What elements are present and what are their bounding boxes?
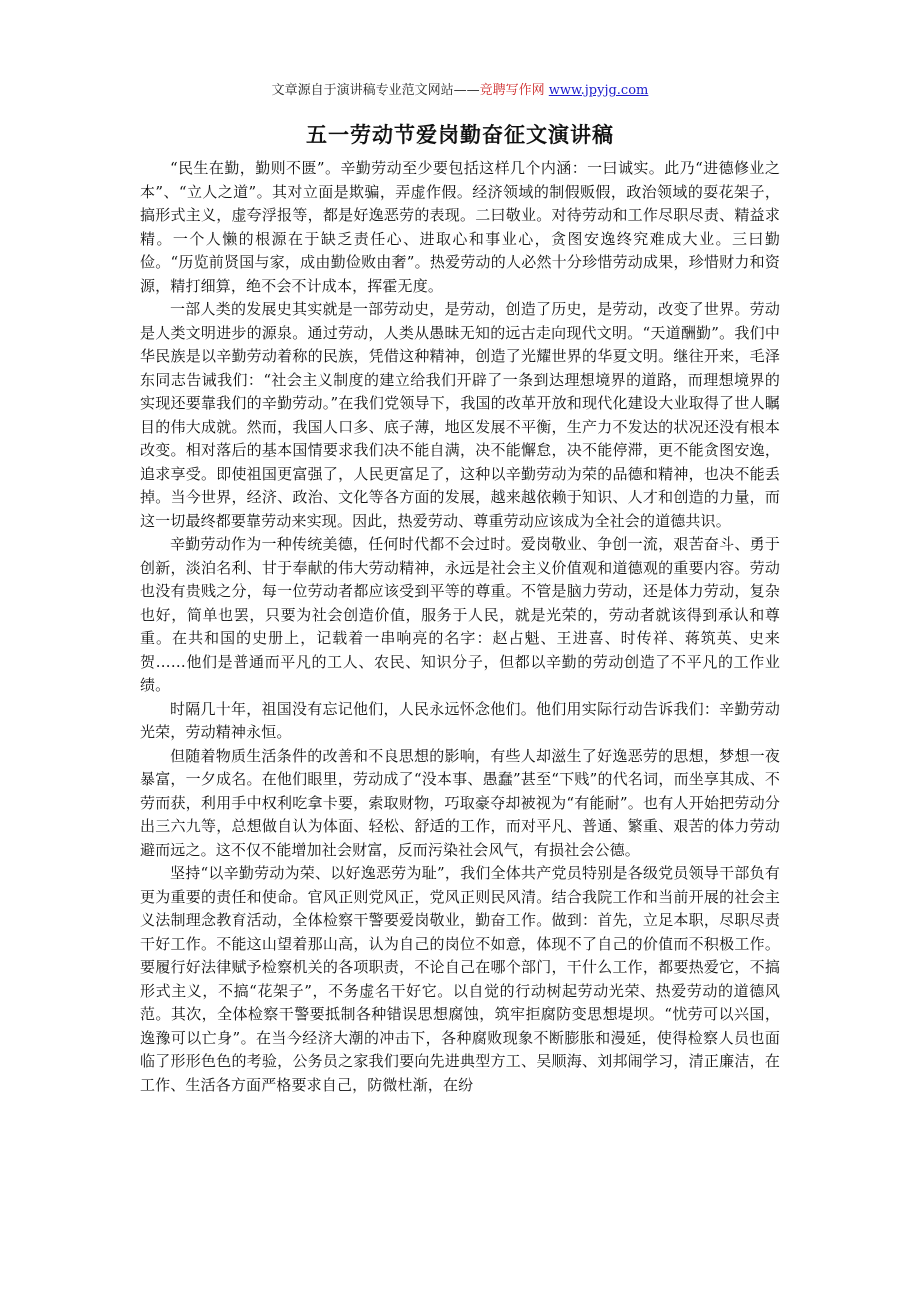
paragraph: 辛勤劳动作为一种传统美德，任何时代都不会过时。爱岗敬业、争创一流，艰苦奋斗、勇于创新，淡泊名利、甘于奉献的伟大劳动精神，永远是社会主义价值观和道德观的重要内容。劳动也没有贵贱之分，每一位劳动者都应该受到平等的尊重。不管是脑力劳动，还是体力劳动，复杂也好，简单也罢，只要为社会创造价值，服务于人民，就是光荣的，劳动者就该得到承认和尊重。在共和国的史册上，记载着一串响亮的名字：赵占魁、王进喜、时传祥、蒋筑英、史来贺……他们是普通而平凡的工人、农民、知识分子，但都以辛勤的劳动创造了不平凡的工作业绩。 bbox=[140, 535, 780, 694]
document-body bbox=[140, 157, 780, 1097]
paragraph: 时隔几十年，祖国没有忘记他们，人民永远怀念他们。他们用实际行动告诉我们：辛勤劳动光荣，劳动精神永恒。 bbox=[140, 699, 780, 741]
paragraph: 但随着物质生活条件的改善和不良思想的影响，有些人却滋生了好逸恶劳的思想，梦想一夜暴富，一夕成名。在他们眼里，劳动成了“没本事、愚蠢”甚至“下贱”的代名词，而坐享其成、不劳而获，利用手中权利吃拿卡要，索取财物，巧取豪夺却被视为“有能耐”。也有人开始把劳动分出三六九等，总想做自认为体面、轻松、舒适的工作，而对平凡、普通、繁重、艰苦的体力劳动避而远之。这不仅不能增加社会财富，反而污染社会风气，有损社会公德。 bbox=[140, 746, 780, 859]
source-header bbox=[0, 82, 920, 100]
paragraph: “民生在勤，勤则不匮”。辛勤劳动至少要包括这样几个内涵：一曰诚实。此乃“进德修业之本”、“立人之道”。其对立面是欺骗，弄虚作假。经济领域的制假贩假，政治领域的耍花架子，搞形式主义，虚夸浮报等，都是好逸恶劳的表现。二曰敬业。对待劳动和工作尽职尽责、精益求精。一个人懒的根源在于缺乏责任心、进取心和事业心，贪图安逸终究难成大业。三曰勤俭。“历览前贤国与家，成由勤俭败由奢”。热爱劳动的人必然十分珍惜劳动成果，珍惜财力和资源，精打细算，绝不会不计成本，挥霍无度。 bbox=[140, 159, 780, 295]
paragraph: 一部人类的发展史其实就是一部劳动史，是劳动，创造了历史，是劳动，改变了世界。劳动是人类文明进步的源泉。通过劳动，人类从愚昧无知的远古走向现代文明。“天道酬勤”。我们中华民族是以辛勤劳动着称的民族，凭借这种精神，创造了光耀世界的华夏文明。继往开来，毛泽东同志告诫我们：“社会主义制度的建立给我们开辟了一条到达理想境界的道路，而理想境界的实现还要靠我们的辛勤劳动。”在我们党领导下，我国的改革开放和现代化建设大业取得了世人瞩目的伟大成就。然而，我国人口多、底子薄，地区发展不平衡，生产力不发达的状况还没有根本改变。相对落后的基本国情要求我们决不能自满，决不能懈怠，决不能停滞，更不能贪图安逸，追求享受。即使祖国更富强了，人民更富足了，这种以辛勤劳动为荣的品德和精神，也决不能丢掉。当今世界，经济、政治、文化等各方面的发展，越来越依赖于知识、人才和创造的力量，而这一切最终都要靠劳动来实现。因此，热爱劳动、尊重劳动应该成为全社会的道德共识。 bbox=[140, 300, 780, 530]
paragraph: 坚持“以辛勤劳动为荣、以好逸恶劳为耻”，我们全体共产党员特别是各级党员领导干部负有更为重要的责任和使命。官风正则党风正，党风正则民风清。结合我院工作和当前开展的社会主义法制理念教育活动，全体检察干警要爱岗敬业，勤奋工作。做到：首先，立足本职，尽职尽责干好工作。不能这山望着那山高，认为自己的岗位不如意，体现不了自己的价值而不积极工作。要履行好法律赋予检察机关的各项职责，不论自己在哪个部门，干什么工作，都要热爱它，不搞形式主义，不搞“花架子”，不务虚名干好它。以自觉的行动树起劳动光荣、热爱劳动的道德风范。其次，全体检察干警要抵制各种错误思想腐蚀，筑牢拒腐防变思想堤坝。“忧劳可以兴国，逸豫可以亡身”。在当今经济大潮的冲击下，各种腐败现象不断膨胀和漫延，使得检察人员也面临了形形色色的考验，公务员之家我们要向先进典型方工、吴顺海、刘邦闹学习，清正廉洁，在工作、生活各方面严格要求自己，防微杜渐，在纷 bbox=[140, 864, 780, 1094]
document-title: 五一劳动节爱岗勤奋征文演讲稿 bbox=[306, 123, 614, 147]
source-brand-link[interactable]: 竞聘写作网 bbox=[479, 83, 545, 98]
source-prefix: 文章源自于演讲稿专业范文网站—— bbox=[271, 83, 480, 98]
source-url-link[interactable]: www.jpyjg.com bbox=[548, 83, 649, 98]
